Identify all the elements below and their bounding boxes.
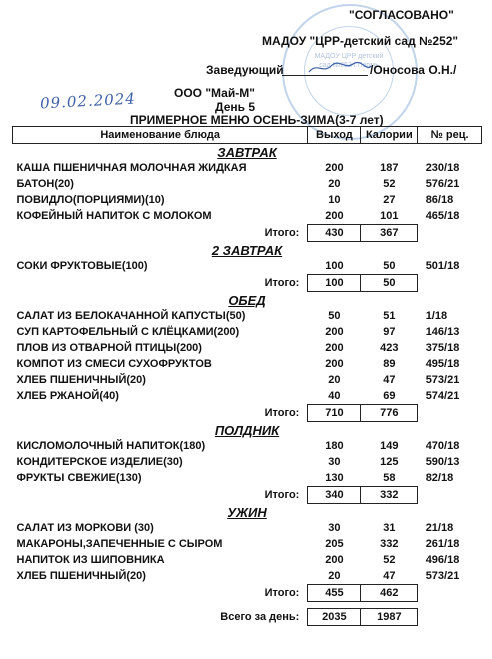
dish-calories: 31 <box>383 522 396 534</box>
dish-calories: 52 <box>383 554 396 566</box>
dish-row <box>13 160 482 176</box>
menu-title: ПРИМЕРНОЕ МЕНЮ ОСЕНЬ-ЗИМА(3-7 лет) <box>130 113 384 127</box>
dish-name: КОНДИТЕРСКОЕ ИЗДЕЛИЕ(30) <box>16 456 183 468</box>
head-name: /Оносова О.Н./ <box>370 63 457 77</box>
dish-recipe-number: 470/18 <box>425 440 460 452</box>
dish-recipe-number: 496/18 <box>425 554 460 566</box>
column-header-recipe: № рец. <box>418 127 482 144</box>
dish-calories: 51 <box>383 310 396 322</box>
dish-recipe-number: 1/18 <box>425 310 448 322</box>
dish-row <box>13 356 482 372</box>
day-total-calories: 1987 <box>361 609 418 626</box>
dish-output: 20 <box>328 374 341 386</box>
dish-name: ХЛЕБ ПШЕНИЧНЫЙ(20) <box>16 374 146 386</box>
handwritten-date: 09.02.2024 <box>39 89 137 113</box>
dish-name: СОКИ ФРУКТОВЫЕ(100) <box>16 260 148 273</box>
dish-calories: 97 <box>383 326 396 338</box>
section-row <box>13 504 482 521</box>
dish-recipe-number: 501/18 <box>425 260 460 273</box>
dish-calories: 149 <box>380 440 399 452</box>
dish-output: 20 <box>328 178 341 190</box>
total-label: Итого: <box>264 227 300 239</box>
total-output: 430 <box>308 225 361 242</box>
day-total-label: Всего за день: <box>220 611 300 623</box>
section-title: ОБЕД <box>228 292 266 308</box>
dish-row <box>13 520 482 536</box>
dish-name: КОФЕЙНЫЙ НАПИТОК С МОЛОКОМ <box>16 210 212 223</box>
day-total-empty-cell <box>418 609 482 626</box>
section-row <box>13 292 482 309</box>
total-empty-cell <box>418 225 482 242</box>
dish-recipe-number: 146/13 <box>425 326 460 338</box>
total-empty-cell <box>418 275 482 292</box>
total-output: 710 <box>308 405 361 422</box>
dish-row <box>13 340 482 356</box>
total-output: 455 <box>308 585 361 602</box>
section-total-row <box>13 225 482 242</box>
total-label: Итого: <box>264 587 300 599</box>
supplier-name: ООО "Май-М" <box>174 86 255 100</box>
dish-calories: 50 <box>383 260 396 272</box>
dish-calories: 125 <box>380 456 399 468</box>
dish-output: 30 <box>328 522 341 534</box>
day-total-output: 2035 <box>308 609 361 626</box>
dish-output: 200 <box>325 210 344 222</box>
dish-output: 205 <box>325 538 344 550</box>
total-calories: 50 <box>361 275 418 292</box>
dish-name: САЛАТ ИЗ МОРКОВИ (30) <box>16 522 154 534</box>
dish-name: НАПИТОК ИЗ ШИПОВНИКА <box>16 554 165 566</box>
menu-table <box>12 126 482 626</box>
dish-row <box>13 192 482 208</box>
dish-calories: 89 <box>383 358 396 370</box>
section-row <box>13 144 482 161</box>
dish-calories: 58 <box>383 472 396 484</box>
column-header-calories: Калории <box>361 127 418 144</box>
spacer-row <box>13 602 482 609</box>
total-output: 340 <box>308 487 361 504</box>
dish-calories: 69 <box>383 390 396 402</box>
dish-recipe-number: 21/18 <box>425 522 454 534</box>
section-total-row <box>13 487 482 504</box>
dish-recipe-number: 86/18 <box>425 194 454 206</box>
dish-recipe-number: 495/18 <box>425 358 460 370</box>
dish-row <box>13 308 482 324</box>
section-total-row <box>13 275 482 292</box>
dish-row <box>13 438 482 454</box>
section-title: УЖИН <box>227 504 267 520</box>
dish-calories: 27 <box>383 194 396 206</box>
dish-output: 200 <box>325 358 344 370</box>
dish-output: 200 <box>325 342 344 354</box>
dish-output: 100 <box>325 260 344 272</box>
dish-row <box>13 372 482 388</box>
dish-row <box>13 258 482 275</box>
dish-recipe-number: 375/18 <box>425 342 460 354</box>
column-header-name: Наименование блюда <box>13 127 308 144</box>
dish-recipe-number: 590/13 <box>425 456 460 468</box>
total-calories: 776 <box>361 405 418 422</box>
total-label: Итого: <box>264 489 300 501</box>
total-calories: 367 <box>361 225 418 242</box>
dish-output: 20 <box>328 570 341 582</box>
dish-calories: 332 <box>380 538 399 550</box>
day-total-row <box>13 609 482 626</box>
dish-calories: 187 <box>380 162 399 174</box>
head-label: Заведующий <box>206 63 284 77</box>
dish-calories: 101 <box>380 210 399 222</box>
section-total-row <box>13 405 482 422</box>
dish-row <box>13 568 482 585</box>
total-label: Итого: <box>264 277 300 289</box>
dish-name: ХЛЕБ РЖАНОЙ(40) <box>16 390 119 403</box>
dish-name: САЛАТ ИЗ БЕЛОКАЧАННОЙ КАПУСТЫ(50) <box>16 310 246 322</box>
dish-calories: 47 <box>383 570 396 582</box>
total-empty-cell <box>418 585 482 602</box>
dish-recipe-number: 574/21 <box>425 390 460 403</box>
dish-output: 180 <box>325 440 344 452</box>
organization-name: МАДОУ "ЦРР-детский сад №252" <box>262 34 459 48</box>
table-header-row <box>13 127 482 144</box>
dish-row <box>13 324 482 340</box>
dish-recipe-number: 573/21 <box>425 570 460 583</box>
dish-calories: 52 <box>383 178 396 190</box>
dish-name: КИСЛОМОЛОЧНЫЙ НАПИТОК(180) <box>16 440 206 452</box>
dish-calories: 47 <box>383 374 396 386</box>
dish-output: 50 <box>328 310 341 322</box>
dish-output: 200 <box>325 326 344 338</box>
section-title: 2 ЗАВТРАК <box>211 242 283 258</box>
dish-name: МАКАРОНЫ,ЗАПЕЧЕННЫЕ С СЫРОМ <box>16 538 223 550</box>
dish-row <box>13 552 482 568</box>
dish-recipe-number: 576/21 <box>425 178 460 190</box>
dish-recipe-number: 465/18 <box>425 210 460 223</box>
dish-name: ПОВИДЛО(ПОРЦИЯМИ)(10) <box>16 194 165 206</box>
total-empty-cell <box>418 487 482 504</box>
dish-row <box>13 208 482 225</box>
total-calories: 462 <box>361 585 418 602</box>
dish-name: КОМПОТ ИЗ СМЕСИ СУХОФРУКТОВ <box>16 358 212 370</box>
dish-name: ФРУКТЫ СВЕЖИЕ(130) <box>16 472 142 485</box>
dish-output: 200 <box>325 554 344 566</box>
dish-name: БАТОН(20) <box>16 178 74 190</box>
dish-name: ПЛОВ ИЗ ОТВАРНОЙ ПТИЦЫ(200) <box>16 342 202 354</box>
section-title: ЗАВТРАК <box>217 144 277 160</box>
stamp-text: МАДОУ ЦРР детский сад №252 г.Пермь <box>314 53 384 69</box>
dish-calories: 423 <box>380 342 399 354</box>
spacer-cell <box>13 602 482 609</box>
section-title: ПОЛДНИК <box>214 422 280 438</box>
dish-output: 30 <box>328 456 341 468</box>
section-total-row <box>13 585 482 602</box>
dish-recipe-number: 261/18 <box>425 538 460 550</box>
dish-output: 130 <box>325 472 344 484</box>
dish-recipe-number: 230/18 <box>425 162 460 174</box>
section-row <box>13 242 482 259</box>
day-number: День 5 <box>215 100 256 114</box>
column-header-output: Выход <box>308 127 361 144</box>
dish-name: КАША ПШЕНИЧНАЯ МОЛОЧНАЯ ЖИДКАЯ <box>16 162 247 174</box>
total-calories: 332 <box>361 487 418 504</box>
dish-recipe-number: 82/18 <box>425 472 454 485</box>
signature-mark <box>305 60 375 76</box>
total-empty-cell <box>418 405 482 422</box>
dish-recipe-number: 573/21 <box>425 374 460 386</box>
dish-row <box>13 388 482 405</box>
dish-row <box>13 176 482 192</box>
section-row <box>13 422 482 439</box>
dish-output: 10 <box>328 194 341 206</box>
dish-row <box>13 454 482 470</box>
approval-heading: "СОГЛАСОВАНО" <box>349 8 454 22</box>
dish-row <box>13 470 482 487</box>
dish-output: 40 <box>328 390 341 402</box>
dish-row <box>13 536 482 552</box>
dish-name: СУП КАРТОФЕЛЬНЫЙ С КЛЁЦКАМИ(200) <box>16 326 240 338</box>
total-label: Итого: <box>264 407 300 419</box>
dish-name: ХЛЕБ ПШЕНИЧНЫЙ(20) <box>16 570 146 583</box>
dish-output: 200 <box>325 162 344 174</box>
total-output: 100 <box>308 275 361 292</box>
